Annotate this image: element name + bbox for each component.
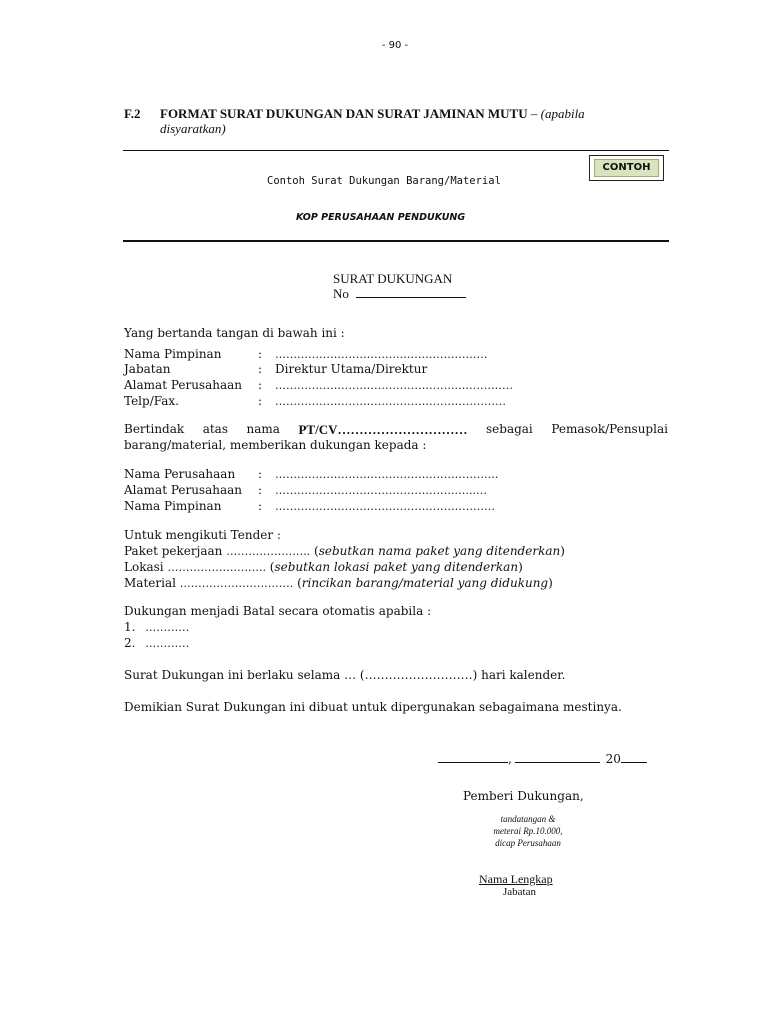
void-item (124, 636, 189, 650)
acting-word: Bertindak (124, 422, 185, 436)
field-colon: : (258, 483, 263, 497)
void-item (124, 620, 189, 634)
signature-note: meterai Rp.10.000, (493, 826, 563, 836)
field-colon: : (258, 394, 263, 408)
void-item-dots: ………… (145, 621, 190, 634)
field-value: …………………………….…………………… (275, 348, 488, 361)
section-heading (160, 106, 585, 122)
field-label: Alamat Perusahaan (124, 483, 243, 497)
field-value: ………………………………………………….… (275, 468, 499, 481)
intro-text: Yang bertanda tangan di bawah ini : (124, 326, 345, 340)
tender-item: Material …………………………. (rincikan barang/material yang didukung) (124, 576, 553, 590)
letter-subtitle: Contoh Surat Dukungan Barang/Material (267, 175, 501, 187)
field-value: ……………………………………………………… (275, 395, 506, 408)
place-blank (438, 753, 508, 763)
tender-item-label: Paket pekerjaan (124, 544, 223, 558)
letter-number (333, 286, 466, 302)
letterhead-placeholder: KOP PERUSAHAAN PENDUKUNG (296, 212, 466, 223)
field-value: Direktur Utama/Direktur (275, 362, 428, 376)
void-item-dots: ………… (145, 637, 190, 650)
date-comma: , (508, 752, 512, 766)
acting-line-2: barang/material, memberikan dukungan kepada : (124, 438, 427, 452)
letterhead-divider (123, 240, 669, 242)
date-blank (515, 753, 600, 763)
date-line (438, 752, 647, 766)
field-value: …………………………………………………… (275, 500, 495, 513)
tender-item: Paket pekerjaan ………………….. (sebutkan nama paket yang ditenderkan) (124, 544, 565, 558)
tender-item-label: Lokasi (124, 560, 164, 574)
example-stamp-label: CONTOH (594, 159, 659, 177)
field-label: Alamat Perusahaan (124, 378, 243, 392)
page-number: - 90 - (381, 40, 409, 51)
tender-item-dots: …………………………. (179, 577, 294, 590)
acting-word: Pemasok/Pensuplai (551, 422, 668, 436)
tender-item-dots: ………………….. (226, 545, 311, 558)
acting-word: sebagai (486, 422, 533, 436)
field-label: Nama Pimpinan (124, 347, 222, 361)
signer-name: Nama Lengkap (479, 872, 553, 886)
acting-word: nama (246, 422, 280, 436)
section-note: (apabila (540, 106, 585, 121)
void-item-number: 1. (124, 620, 136, 634)
acting-company: PT/CV………………………… (298, 422, 468, 437)
field-label: Nama Pimpinan (124, 499, 222, 513)
tender-item: Lokasi ……………….…….. (sebutkan lokasi paket yang ditenderkan) (124, 560, 523, 574)
field-value: …………………………………………..…..… (275, 484, 487, 497)
field-colon: : (258, 362, 263, 376)
field-colon: : (258, 378, 263, 392)
signature-note: tandatangan & (500, 814, 556, 824)
signer-position: Jabatan (503, 886, 536, 898)
tender-item-label: Material (124, 576, 176, 590)
field-label: Jabatan (124, 362, 171, 376)
tender-intro: Untuk mengikuti Tender : (124, 528, 281, 542)
field-colon: : (258, 467, 263, 481)
tender-item-note: sebutkan nama paket yang ditenderkan (318, 544, 561, 558)
signature-note: dicap Perusahaan (495, 838, 561, 848)
field-label: Telp/Fax. (124, 394, 179, 408)
tender-item-dots: ……………….…….. (167, 561, 266, 574)
section-dash: – (530, 106, 538, 121)
validity-before: Surat Dukungan ini berlaku selama … (………………………) (124, 668, 478, 682)
section-title: FORMAT SURAT DUKUNGAN DAN SURAT JAMINAN MUTU (160, 106, 528, 121)
field-colon: : (258, 347, 263, 361)
void-intro: Dukungan menjadi Batal secara otomatis apabila : (124, 604, 432, 618)
section-number: F.2 (124, 106, 141, 121)
closing-text: Demikian Surat Dukungan ini dibuat untuk dipergunakan sebagaimana mestinya. (124, 700, 622, 714)
acting-line (124, 422, 668, 438)
letter-title: SURAT DUKUNGAN (333, 271, 453, 286)
acting-word: atas (202, 422, 228, 436)
top-divider (123, 150, 669, 151)
validity-after: hari kalender. (481, 668, 566, 682)
letter-number-label: No (333, 286, 349, 301)
year-prefix: 20 (605, 752, 621, 766)
example-stamp (589, 155, 664, 181)
validity-text (124, 668, 565, 682)
signature-giver: Pemberi Dukungan, (463, 789, 584, 803)
void-item-number: 2. (124, 636, 136, 650)
field-label: Nama Perusahaan (124, 467, 236, 481)
letter-number-blank (356, 288, 466, 298)
section-note-continued: disyaratkan) (160, 121, 226, 136)
field-value: …………………………………………..…………… (275, 379, 513, 392)
field-colon: : (258, 499, 263, 513)
tender-item-note: sebutkan lokasi paket yang ditenderkan (274, 560, 519, 574)
year-blank (621, 753, 647, 763)
tender-item-note: rincikan barang/material yang didukung (301, 576, 549, 590)
